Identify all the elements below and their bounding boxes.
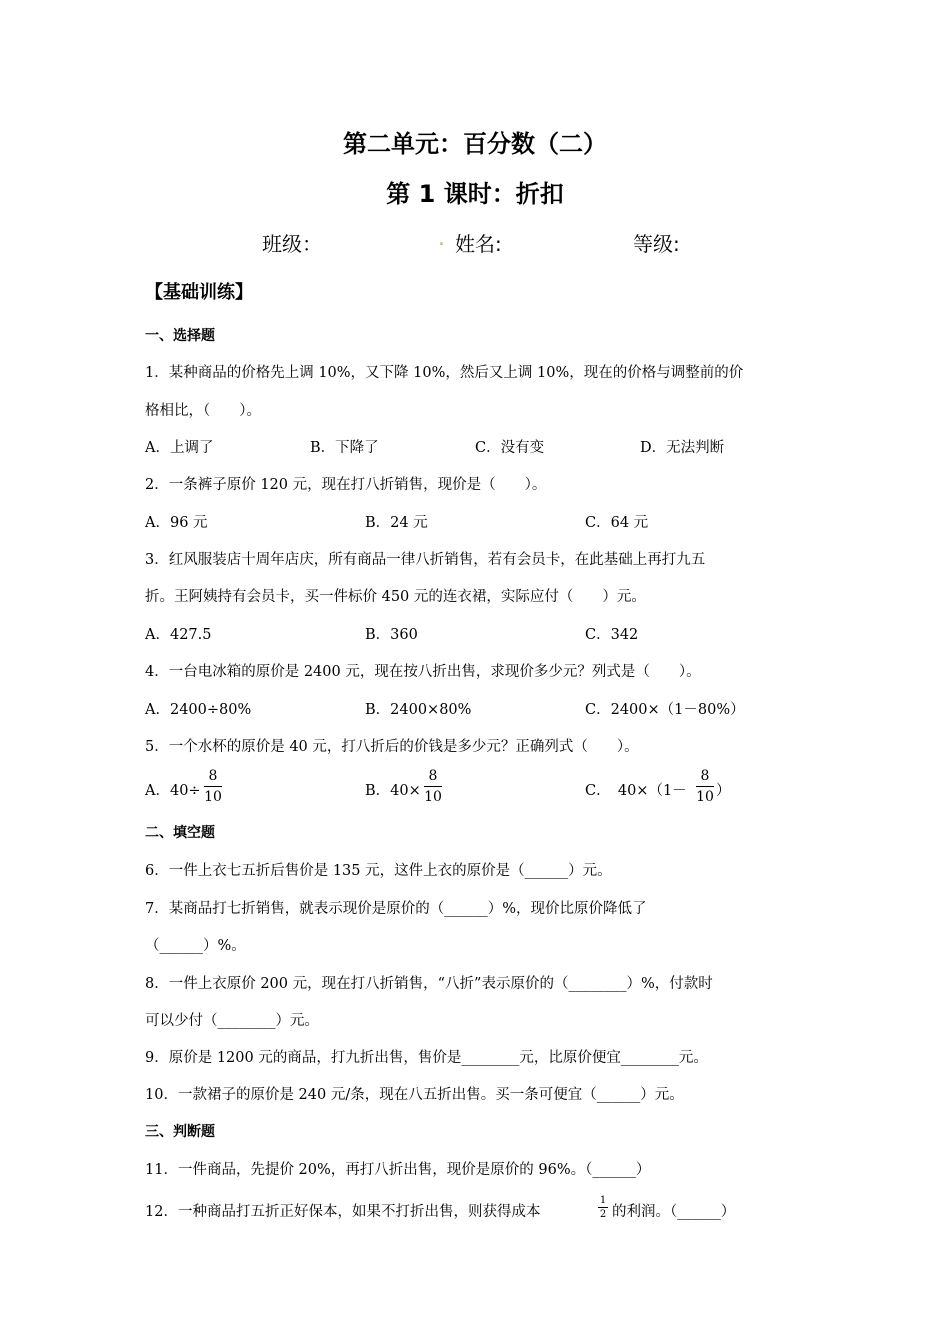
section-choice: 一、选择题 bbox=[145, 328, 215, 344]
q12-fraction bbox=[598, 1195, 608, 1220]
q5-text: 5．一个水杯的原价是 40 元，打八折后的价钱是多少元？正确列式（ ）。 bbox=[145, 739, 639, 755]
q3-line1: 3．红风服装店十周年店庆，所有商品一律八折销售，若有会员卡，在此基础上再打九五 bbox=[145, 552, 706, 568]
fraction-numerator: 1 bbox=[599, 1195, 607, 1206]
q12-prefix: 12．一种商品打五折正好保本，如果不打折出售，则获得成本 bbox=[145, 1204, 541, 1220]
fraction-bar bbox=[696, 786, 714, 787]
q2-text: 2．一条裤子原价 120 元，现在打八折销售，现价是（ ）。 bbox=[145, 477, 547, 493]
grade-label: 等级: bbox=[633, 232, 680, 256]
q3-option-b: B．360 bbox=[365, 627, 418, 643]
lesson-title: 第 1 课时：折扣 bbox=[386, 180, 564, 208]
q3-line2: 折。王阿姨持有会员卡，买一件标价 450 元的连衣裙，实际应付（ ）元。 bbox=[145, 589, 646, 605]
q7-line2: （______）%。 bbox=[145, 938, 246, 954]
q4-option-a: A．2400÷80% bbox=[145, 702, 252, 718]
q4-text: 4．一台电冰箱的原价是 2400 元，现在按八折出售，求现价多少元？列式是（ ）。 bbox=[145, 664, 701, 680]
fraction-bar bbox=[204, 786, 222, 787]
fraction-numerator: 8 bbox=[428, 768, 438, 784]
q12-suffix: 的利润。（______） bbox=[612, 1204, 736, 1220]
q5-option-c-fraction bbox=[696, 768, 714, 805]
fraction-numerator: 8 bbox=[700, 768, 710, 784]
q1-line1: 1．某种商品的价格先上调 10%，又下降 10%，然后又上调 10%，现在的价格与调整前的价 bbox=[145, 365, 744, 381]
q4-option-b: B．2400×80% bbox=[365, 702, 472, 718]
q8-line1: 8．一件上衣原价 200 元，现在打八折销售，“八折”表示原价的（________）%，付款时 bbox=[145, 976, 713, 992]
q1-line2: 格相比，（ ）。 bbox=[145, 403, 261, 419]
q5-option-a: A．40÷ bbox=[145, 783, 201, 799]
section-judge: 三、判断题 bbox=[145, 1124, 215, 1140]
q2-option-b: B．24 元 bbox=[365, 515, 428, 531]
fraction-bar bbox=[424, 786, 442, 787]
q3-option-c: C．342 bbox=[585, 627, 639, 643]
q5-option-b-fraction bbox=[424, 768, 442, 805]
fraction-denominator: 10 bbox=[204, 789, 222, 805]
q4-option-c: C．2400×（1－80%） bbox=[585, 702, 745, 718]
q2-option-c: C．64 元 bbox=[585, 515, 649, 531]
q1-option-b: B．下降了 bbox=[310, 440, 379, 456]
fraction-bar bbox=[598, 1207, 608, 1208]
q9-text: 9．原价是 1200 元的商品，打九折出售，售价是________元，比原价便宜________元。 bbox=[145, 1050, 708, 1066]
fraction-denominator: 2 bbox=[599, 1209, 607, 1220]
name-label: 姓名: bbox=[455, 232, 502, 256]
q1-option-d: D．无法判断 bbox=[640, 440, 725, 456]
q1-option-a: A．上调了 bbox=[145, 440, 214, 456]
fraction-numerator: 8 bbox=[208, 768, 218, 784]
q5-option-b: B．40× bbox=[365, 783, 421, 799]
separator-dot: . bbox=[438, 226, 445, 251]
fraction-denominator: 10 bbox=[696, 789, 714, 805]
q1-option-c: C．没有变 bbox=[475, 440, 545, 456]
q10-text: 10．一款裙子的原价是 240 元/条，现在八五折出售。买一条可便宜（______）元。 bbox=[145, 1087, 684, 1103]
section-fill: 二、填空题 bbox=[145, 825, 215, 841]
q5-option-a-fraction bbox=[204, 768, 222, 805]
page-title: 第二单元：百分数（二） bbox=[343, 130, 607, 158]
fraction-denominator: 10 bbox=[424, 789, 442, 805]
q5-option-c-suffix: ） bbox=[716, 783, 731, 799]
q2-option-a: A．96 元 bbox=[145, 515, 208, 531]
q8-line2: 可以少付（________）元。 bbox=[145, 1013, 319, 1029]
q3-option-a: A．427.5 bbox=[145, 627, 212, 643]
class-label: 班级： bbox=[262, 232, 322, 256]
q11-text: 11．一件商品，先提价 20%，再打八折出售，现价是原价的 96%。（______） bbox=[145, 1162, 651, 1178]
q7-line1: 7．某商品打七折销售，就表示现价是原价的（______）%，现价比原价降低了 bbox=[145, 901, 647, 917]
q5-option-c: C． 40×（1－ bbox=[585, 783, 687, 799]
q6-text: 6．一件上衣七五折后售价是 135 元，这件上衣的原价是（______）元。 bbox=[145, 863, 612, 879]
section-basic-training: 【基础训练】 bbox=[145, 282, 253, 303]
